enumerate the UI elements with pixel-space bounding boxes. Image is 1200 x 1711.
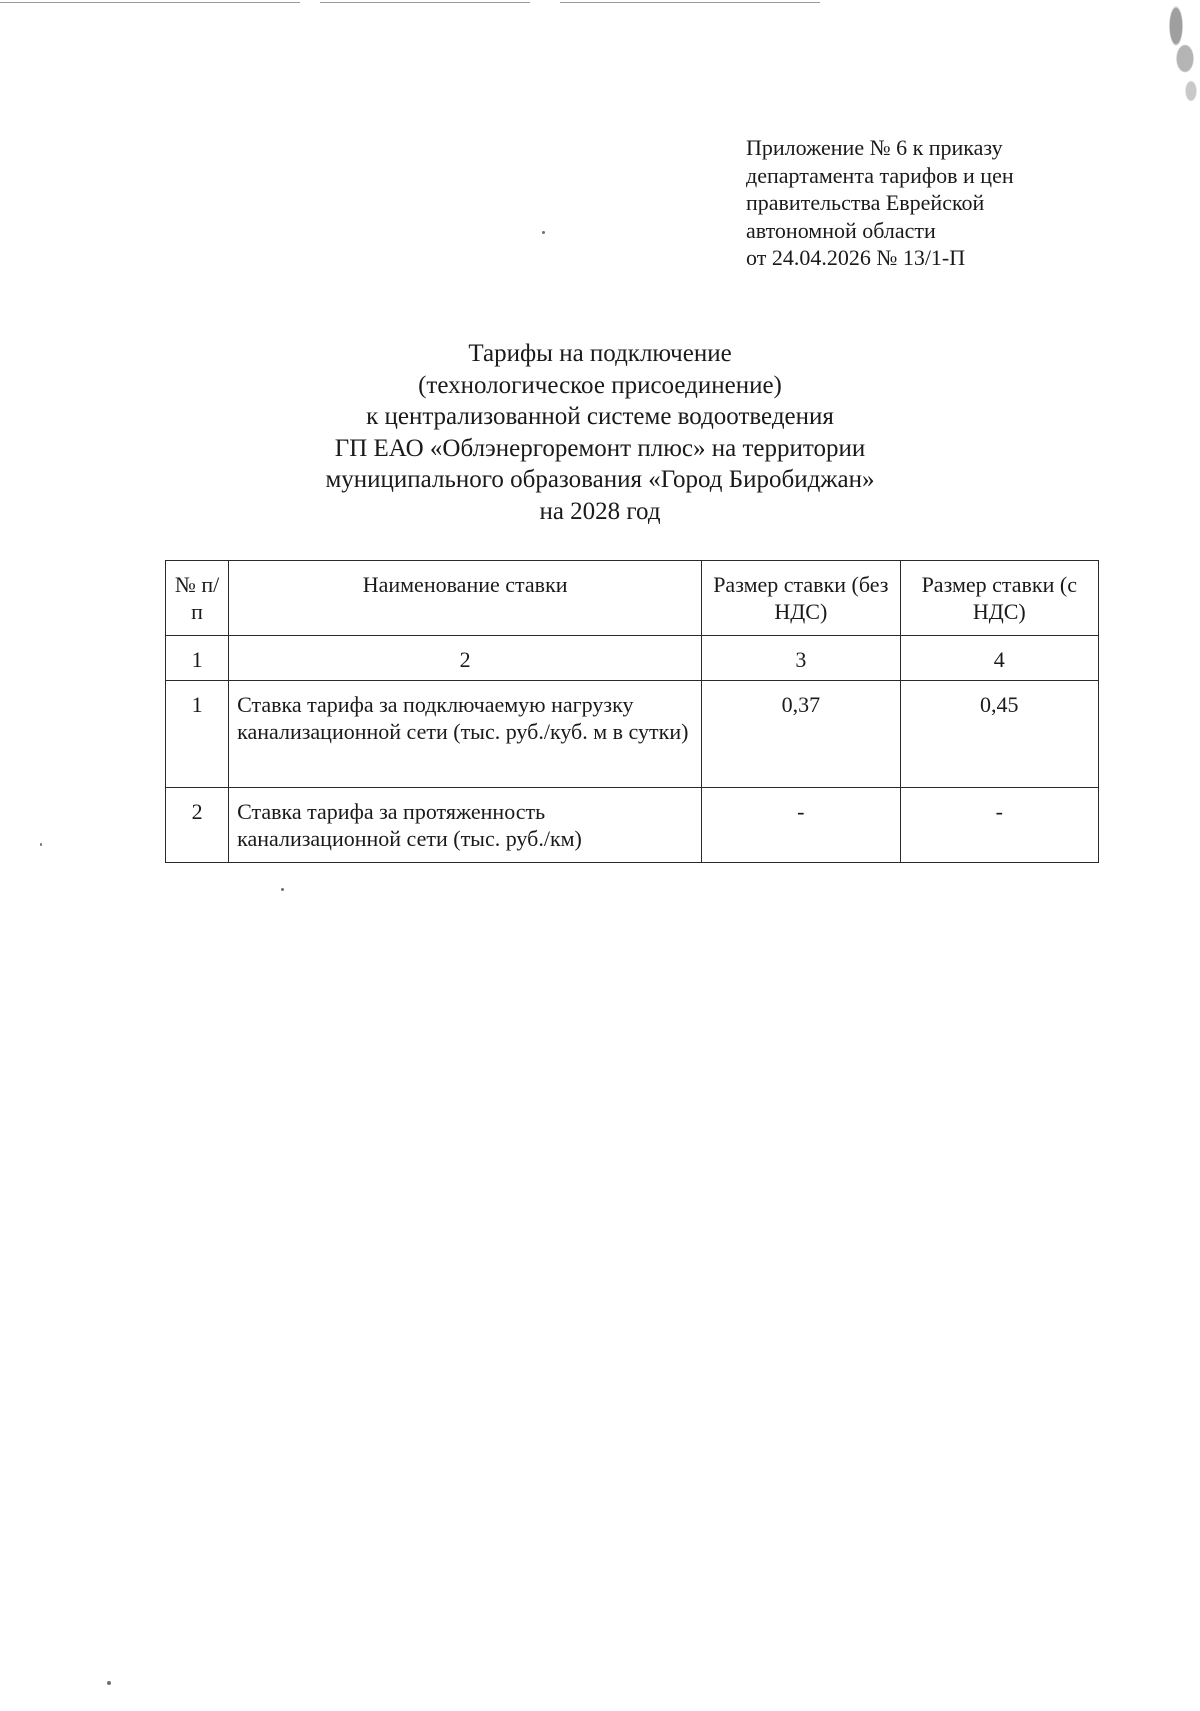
title-line: к централизованной системе водоотведения — [366, 403, 834, 430]
scan-dot — [107, 1681, 111, 1685]
scan-line-top-center — [320, 2, 530, 3]
title-line: (технологическое присоединение) — [418, 371, 782, 399]
appendix-line: от 24.04.2026 № 13/1-П — [746, 245, 966, 270]
table-row — [166, 681, 1099, 788]
header-rate-without-vat: Размер ставки (без НДС) — [702, 561, 900, 636]
table-header-row — [166, 561, 1099, 636]
row-number: 2 — [166, 788, 229, 863]
scan-dot — [542, 231, 545, 234]
rate-name: Ставка тарифа за протяженность канализационной сети (тыс. руб./км) — [229, 788, 702, 863]
header-rate-name: Наименование ставки — [229, 561, 702, 636]
column-number: 3 — [702, 636, 900, 681]
scan-edge-noise — [1140, 0, 1200, 130]
rate-with-vat: 0,45 — [900, 681, 1098, 788]
appendix-line: департамента тарифов и цен — [746, 162, 1014, 188]
scan-line-top-left — [0, 2, 300, 3]
rate-without-vat: - — [702, 788, 900, 863]
row-number: 1 — [166, 681, 229, 788]
column-number-row — [166, 636, 1099, 681]
header-rate-with-vat: Размер ставки (с НДС) — [900, 561, 1098, 636]
scan-dot — [40, 843, 42, 846]
column-number: 2 — [229, 636, 702, 681]
tariff-table — [165, 560, 1099, 863]
title-line: Тарифы на подключение — [468, 340, 732, 367]
header-number: № п/п — [166, 561, 229, 636]
rate-without-vat: 0,37 — [702, 681, 900, 788]
column-number: 4 — [900, 636, 1098, 681]
scan-line-top-right — [560, 2, 820, 3]
rate-with-vat: - — [900, 788, 1098, 863]
appendix-line: правительства Еврейской — [746, 190, 985, 215]
title-line: муниципального образования «Город Биробиджан» — [325, 466, 875, 493]
table-row — [166, 788, 1099, 863]
title-line: на 2028 год — [539, 497, 661, 525]
column-number: 1 — [166, 636, 229, 681]
appendix-line: автономной области — [746, 217, 936, 243]
appendix-line: Приложение № 6 к приказу — [746, 135, 1003, 160]
scan-dot — [281, 888, 284, 891]
document-title — [150, 338, 1050, 527]
appendix-reference — [746, 134, 1014, 272]
rate-name: Ставка тарифа за подключаемую нагрузку канализационной сети (тыс. руб./куб. м в сутки) — [229, 681, 702, 788]
title-line: ГП ЕАО «Облэнергоремонт плюс» на территории — [334, 434, 866, 462]
